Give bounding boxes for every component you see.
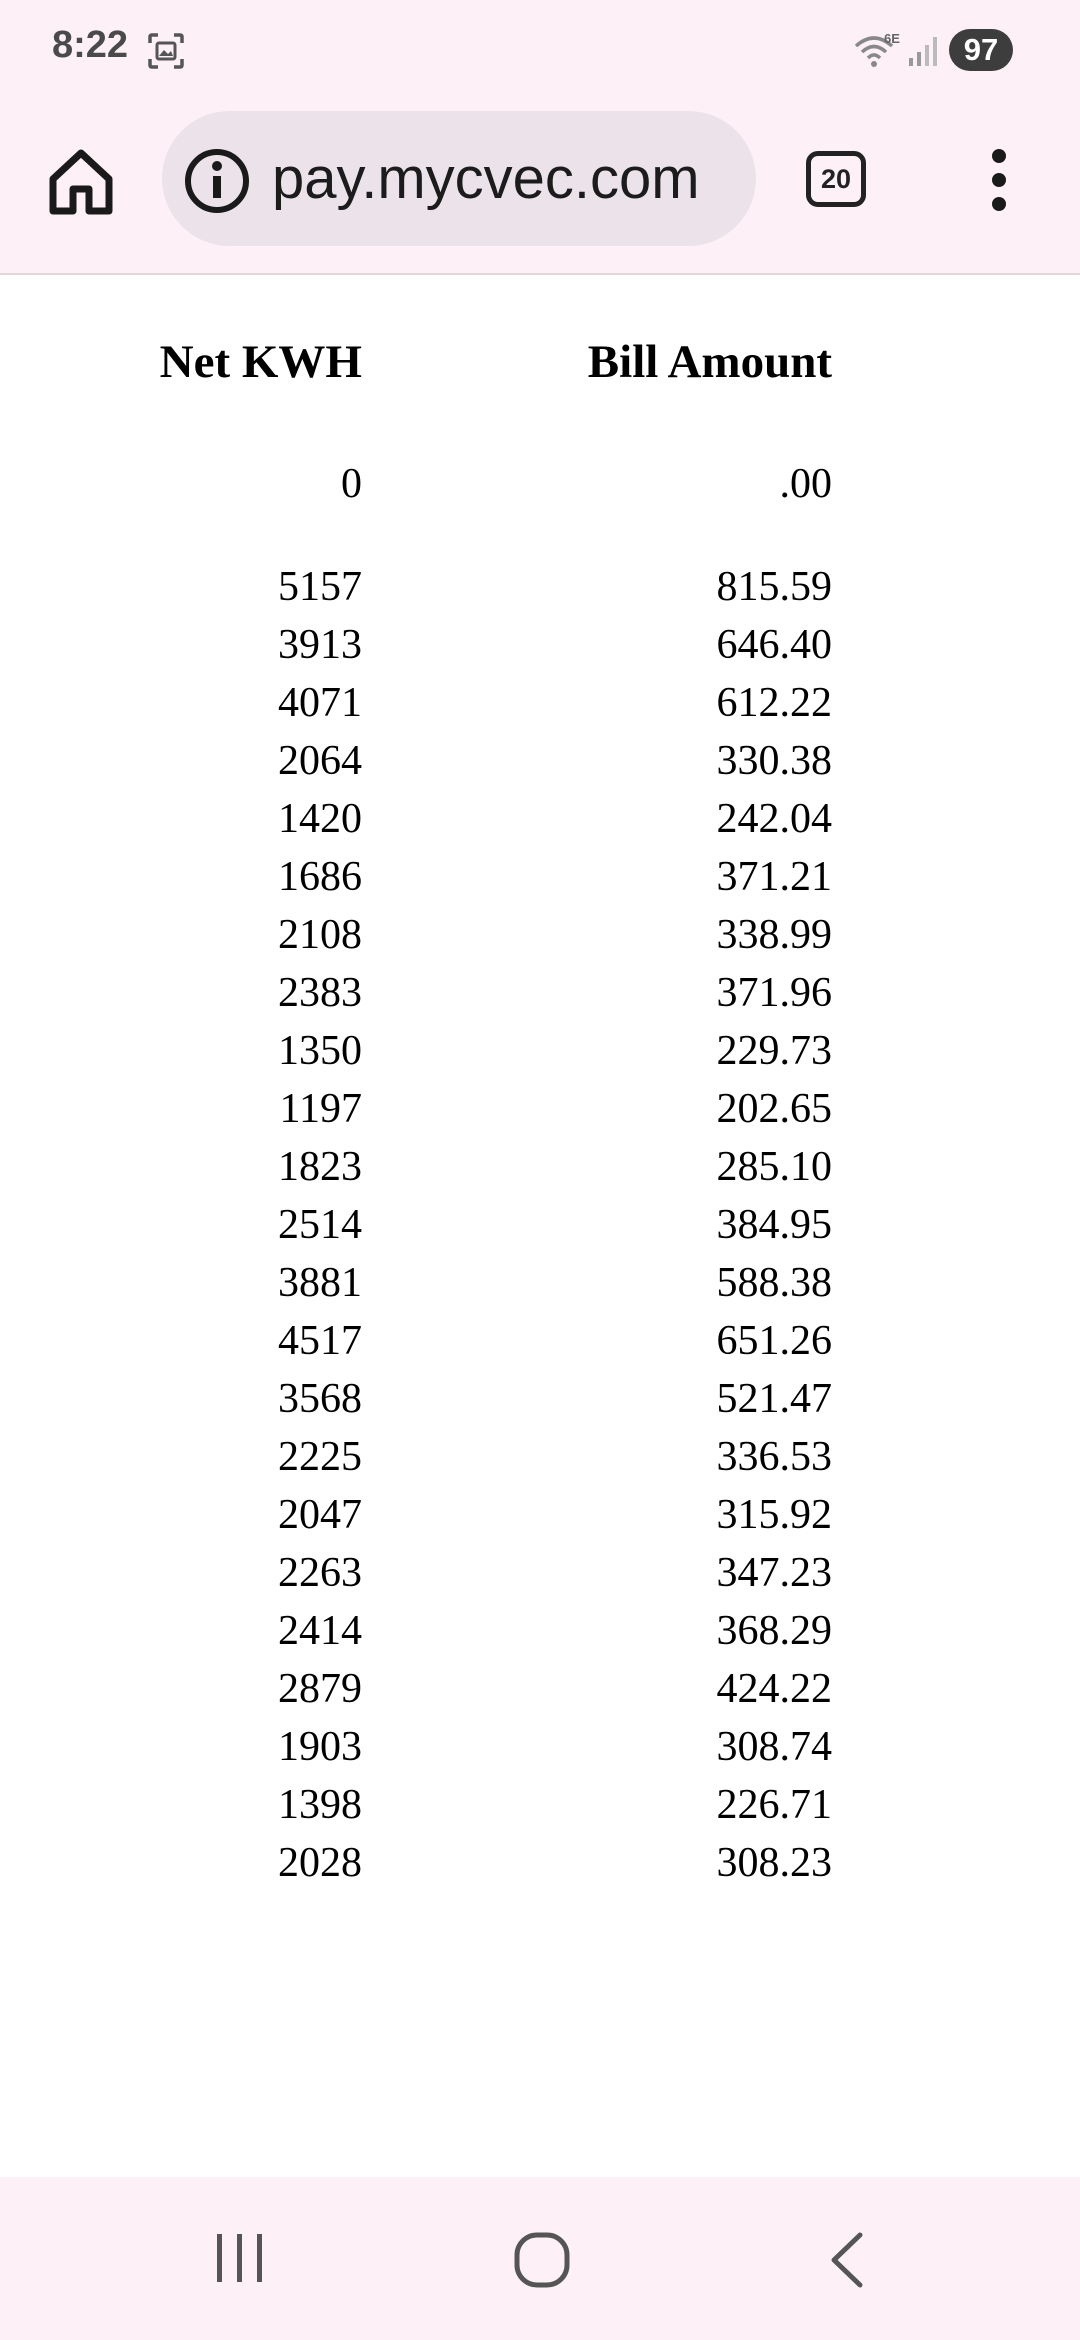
table-cell-amount: 521.47 (716, 1376, 832, 1422)
bill-history-table (0, 275, 1080, 2175)
tabs-icon[interactable]: 20 (806, 151, 866, 207)
table-cell-kwh: 1686 (278, 854, 362, 900)
table-cell-kwh: 4517 (278, 1318, 362, 1364)
screenshot-icon (146, 31, 186, 71)
recent-apps-icon[interactable] (213, 2232, 267, 2284)
table-cell-kwh: 1823 (278, 1144, 362, 1190)
table-cell-amount: 330.38 (716, 738, 832, 784)
table-cell-amount: 612.22 (716, 680, 832, 726)
table-cell-kwh: 1398 (278, 1782, 362, 1828)
status-bar (0, 0, 1080, 100)
url-text[interactable]: pay.mycvec.com (272, 146, 700, 211)
table-cell-kwh: 5157 (278, 564, 362, 610)
table-cell-kwh: 3881 (278, 1260, 362, 1306)
more-vert-icon[interactable] (979, 148, 1019, 212)
table-cell-amount: 315.92 (716, 1492, 832, 1538)
first-row-amount: .00 (779, 461, 832, 507)
table-cell-kwh: 2879 (278, 1666, 362, 1712)
table-cell-amount: 202.65 (716, 1086, 832, 1132)
table-cell-amount: 815.59 (716, 564, 832, 610)
info-icon[interactable] (182, 146, 252, 216)
table-cell-kwh: 2047 (278, 1492, 362, 1538)
table-cell-amount: 308.23 (716, 1840, 832, 1886)
header-bill-amount: Bill Amount (587, 336, 832, 388)
table-cell-kwh: 2383 (278, 970, 362, 1016)
back-icon[interactable] (826, 2232, 866, 2288)
table-cell-kwh: 2225 (278, 1434, 362, 1480)
table-cell-amount: 384.95 (716, 1202, 832, 1248)
status-time: 8:22 (52, 24, 129, 66)
address-bar[interactable] (162, 111, 756, 246)
table-cell-amount: 371.21 (716, 854, 832, 900)
table-cell-amount: 371.96 (716, 970, 832, 1016)
table-cell-amount: 646.40 (716, 622, 832, 668)
table-cell-amount: 285.10 (716, 1144, 832, 1190)
table-cell-amount: 308.74 (716, 1724, 832, 1770)
table-cell-kwh: 2514 (278, 1202, 362, 1248)
wifi-6e-icon (854, 30, 904, 70)
table-cell-kwh: 4071 (278, 680, 362, 726)
browser-toolbar (0, 100, 1080, 275)
table-cell-amount: 336.53 (716, 1434, 832, 1480)
home-icon[interactable] (45, 145, 117, 217)
table-cell-kwh: 2263 (278, 1550, 362, 1596)
svg-text:6E: 6E (884, 31, 900, 46)
system-nav-bar (0, 2177, 1080, 2340)
table-cell-amount: 226.71 (716, 1782, 832, 1828)
table-cell-amount: 229.73 (716, 1028, 832, 1074)
signal-icon (906, 32, 942, 68)
table-cell-amount: 588.38 (716, 1260, 832, 1306)
table-cell-kwh: 3913 (278, 622, 362, 668)
table-cell-amount: 347.23 (716, 1550, 832, 1596)
table-cell-kwh: 2108 (278, 912, 362, 958)
table-cell-kwh: 1197 (279, 1086, 362, 1132)
table-cell-kwh: 1420 (278, 796, 362, 842)
table-cell-kwh: 2414 (278, 1608, 362, 1654)
table-cell-amount: 368.29 (716, 1608, 832, 1654)
table-cell-amount: 338.99 (716, 912, 832, 958)
home-circle-icon[interactable] (514, 2232, 570, 2288)
table-cell-kwh: 2064 (278, 738, 362, 784)
battery-badge: 97 (949, 29, 1013, 71)
table-cell-amount: 242.04 (716, 796, 832, 842)
table-cell-kwh: 2028 (278, 1840, 362, 1886)
table-cell-amount: 651.26 (716, 1318, 832, 1364)
header-net-kwh: Net KWH (159, 336, 362, 388)
table-cell-amount: 424.22 (716, 1666, 832, 1712)
first-row-kwh: 0 (341, 461, 362, 507)
table-cell-kwh: 3568 (278, 1376, 362, 1422)
table-cell-kwh: 1350 (278, 1028, 362, 1074)
table-cell-kwh: 1903 (278, 1724, 362, 1770)
